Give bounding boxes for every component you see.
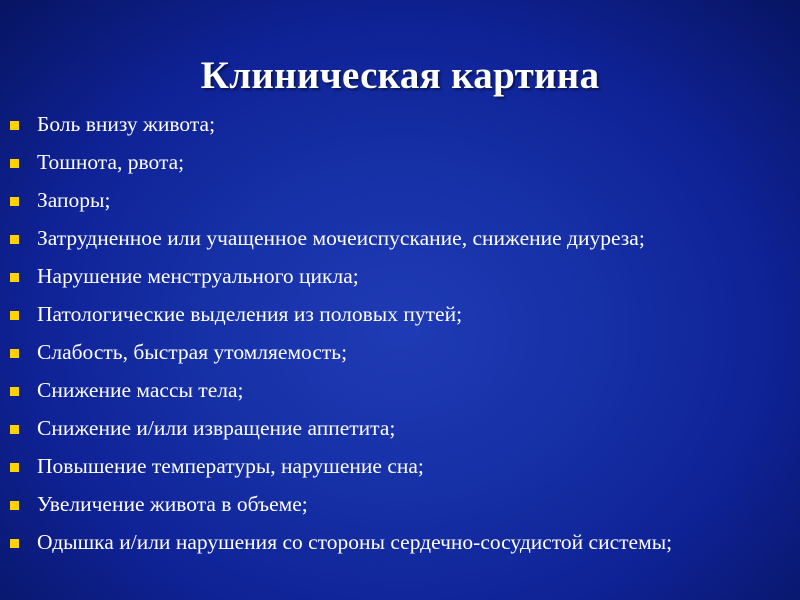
list-item	[8, 225, 788, 252]
square-bullet-icon	[10, 159, 19, 168]
list-item	[8, 415, 788, 442]
list-item-text: Увеличение живота в объеме;	[37, 492, 308, 516]
list-item-text: Патологические выделения из половых путей;	[37, 302, 463, 326]
square-bullet-icon	[10, 273, 19, 282]
list-item-text: Снижение и/или извращение аппетита;	[37, 416, 396, 440]
list-item	[8, 491, 788, 518]
list-item-text: Слабость, быстрая утомляемость;	[37, 340, 348, 364]
list-item-text: Боль внизу живота;	[37, 112, 216, 136]
list-item	[8, 149, 788, 176]
list-item	[8, 339, 788, 366]
list-item-text: Снижение массы тела;	[37, 378, 244, 402]
slide-title: Клиническая картина	[200, 54, 600, 97]
square-bullet-icon	[10, 387, 19, 396]
list-item	[8, 263, 788, 290]
bullet-list	[8, 111, 788, 567]
square-bullet-icon	[10, 539, 19, 548]
square-bullet-icon	[10, 121, 19, 130]
list-item	[8, 301, 788, 328]
square-bullet-icon	[10, 463, 19, 472]
list-item-text: Повышение температуры, нарушение сна;	[37, 454, 424, 478]
list-item	[8, 187, 788, 214]
list-item	[8, 377, 788, 404]
square-bullet-icon	[10, 311, 19, 320]
list-item	[8, 111, 788, 138]
list-item-text: Затрудненное или учащенное мочеиспускание, снижение диуреза;	[37, 226, 645, 250]
list-item-text: Нарушение менструального цикла;	[37, 264, 359, 288]
list-item-text: Одышка и/или нарушения со стороны сердечно-сосудистой системы;	[37, 530, 673, 554]
list-item	[8, 529, 788, 556]
list-item-text: Тошнота, рвота;	[37, 150, 185, 174]
list-item-text: Запоры;	[37, 188, 111, 212]
square-bullet-icon	[10, 425, 19, 434]
square-bullet-icon	[10, 501, 19, 510]
square-bullet-icon	[10, 349, 19, 358]
square-bullet-icon	[10, 197, 19, 206]
list-item	[8, 453, 788, 480]
square-bullet-icon	[10, 235, 19, 244]
